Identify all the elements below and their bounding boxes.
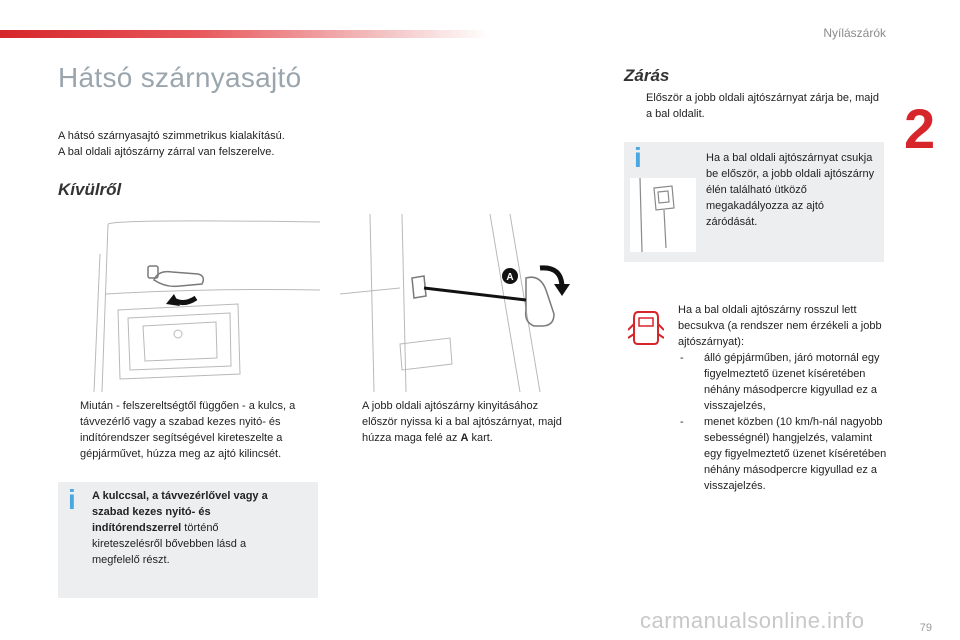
- door-handle-drawing: [88, 214, 320, 392]
- info-box-unlocking: [58, 482, 318, 598]
- bullet-open-right-door: [340, 398, 576, 446]
- warning-item-driving-text: menet közben (10 km/h-nál nagyobb sebességnél) hangjelzés, valamint egy figyelmeztető üzenet kíséretében néhány másodpercre kigyullad ez a visszajelzés.: [704, 416, 887, 492]
- bullet-closing-order: [624, 90, 886, 122]
- warning-item-stationary: [678, 350, 888, 414]
- chapter-number: 2: [904, 97, 936, 160]
- heading-closing: Zárás: [624, 66, 670, 85]
- warning-item-stationary-text: álló gépjárműben, járó motornál egy figyelmeztető üzenet kíséretében néhány másodpercre kigyullad ez a visszajelzés,: [704, 352, 880, 412]
- intro-text: [58, 128, 285, 160]
- bullet-right-post: kart.: [468, 432, 493, 444]
- list-dash: -: [680, 352, 684, 364]
- warning-text: [678, 302, 888, 494]
- info-unlocking-bold: A kulccsal, a távvezérlővel vagy a szabad kezes nyitó- és indítórendszerrel: [92, 490, 268, 534]
- intro-line-2: A bal oldali ajtószárny zárral van felszerelve.: [58, 146, 275, 158]
- info-box-closing: [624, 142, 884, 262]
- info-unlocking-rest: történő kireteszelésről bővebben lásd a megfelelő részt.: [92, 522, 247, 566]
- info-icon: i: [68, 484, 76, 515]
- watermark: carmanualsonline.info: [640, 608, 865, 633]
- info-closing-text: Ha a bal oldali ajtószárnyat csukja be először, a jobb oldali ajtószárny élén található ütköző megakadályozza az ajtó záródását.: [706, 152, 875, 228]
- bullet-closing-order-text: Először a jobb oldali ajtószárnyat zárja be, majd a bal oldalit.: [646, 92, 879, 120]
- heading-outside: Kívülről: [58, 180, 122, 199]
- lever-a-illustration: [340, 214, 578, 392]
- list-dash: -: [680, 416, 684, 428]
- bullet-right-lever-letter: A: [460, 432, 469, 444]
- info-icon: i: [634, 142, 642, 173]
- door-stop-drawing: [630, 178, 696, 252]
- bullet-open-right-door-text: [340, 398, 576, 446]
- marker-a-label: A: [506, 272, 514, 283]
- page-number: 79: [919, 622, 932, 634]
- door-stop-illustration: [630, 178, 696, 252]
- info-unlocking-text: [92, 488, 272, 568]
- bullet-right-pre: A jobb oldali ajtószárny kinyitásához először nyissa ki a bal ajtószárnyat, majd húzza maga felé az: [362, 400, 562, 444]
- bullet-unlock-handle-text: Miután - felszereltségtől függően - a kulcs, a távvezérlő vagy a szabad kezes nyitó- és indítórendszer segítségével kireteszelte a gépjárművet, húzza meg az ajtó kilincsét.: [80, 400, 296, 460]
- page-title: Hátsó szárnyasajtó: [58, 62, 302, 93]
- section-label: Nyílászárók: [823, 26, 886, 40]
- door-handle-illustration: [88, 214, 320, 392]
- warning-intro: Ha a bal oldali ajtószárny rosszul lett becsukva (a rendszer nem érzékeli a jobb ajtószárnyat):: [678, 304, 882, 348]
- door-open-warning-icon: [628, 308, 664, 348]
- lever-drawing: [340, 214, 578, 392]
- top-accent-bar: [0, 30, 490, 38]
- intro-line-1: A hátsó szárnyasajtó szimmetrikus kialakítású.: [58, 130, 285, 142]
- bullet-unlock-handle: [58, 398, 316, 462]
- warning-item-driving: [678, 414, 888, 494]
